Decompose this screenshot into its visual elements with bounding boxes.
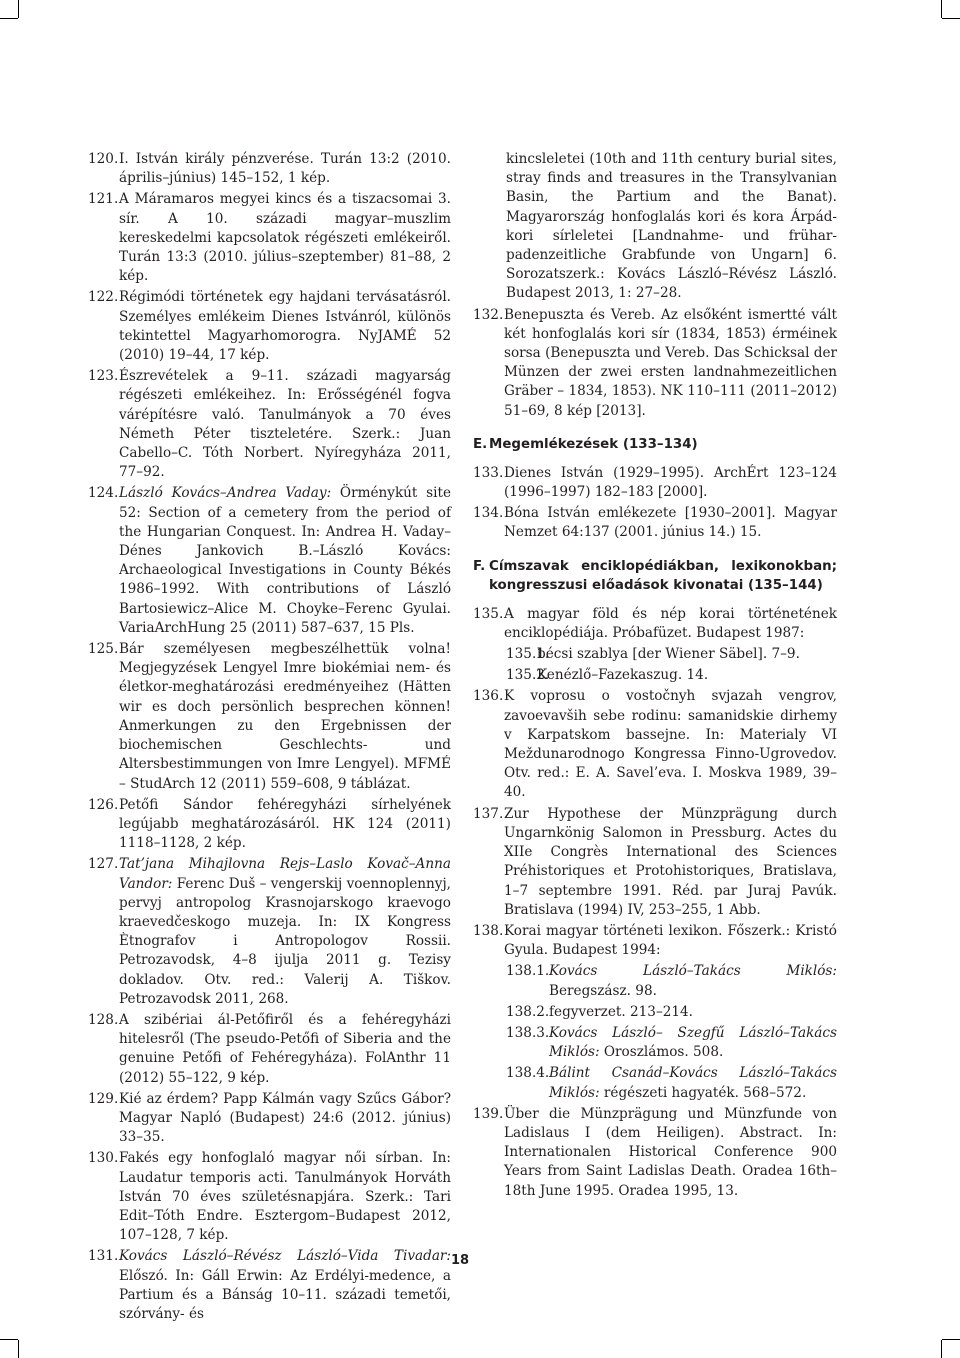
crop-mark-bottom-right [941,1340,942,1358]
entry-text: régészeti hagyaték. 568–572. [599,1084,807,1101]
entry-number: 137. [473,805,504,822]
bibliography-entry [473,464,837,502]
entry-text: A Máramaros megyei kincs és a tiszacsomai 3. sír. A 10. századi magyar–muszlim kereskedelmi kapcsolatok régészeti emlékeiről. Turán 13:3 (2010. július–szeptember) 81–88, 2 kép. [119,191,451,285]
entry-number: 135.2. [506,667,550,684]
crop-mark-top-right-h [942,18,960,19]
entry-text: Benepuszta és Vereb. Az elsőként ismertté vált két honfoglalás kori sír (1834, 1853) érméinek sorsa (Benepuszta und Vereb. Das Schicksal der Münzen der zwei ersten landnahmezeitlichen Gräber – 1834, 1853). NK 110–111 (2011–2012) 51–69, 8 kép [2013]. [504,306,837,419]
entry-number: 138.4. [506,1065,550,1082]
entry-number: 138.2. [506,1003,550,1020]
entry-number: 138. [473,922,504,939]
entry-text: Észrevételek a 9–11. századi magyarság régészeti emlékeihez. In: Erősségénél fogva várépítésre való. Tanulmányok a 70 éves Németh Péter tiszteletére. Szerk.: Juan Cabello–C. Tóth Norbert. Nyíregyháza 2011, 77–92. [119,368,451,481]
bibliography-entry [473,1105,837,1201]
entry-number: 133. [473,464,504,481]
entry-number: 127. [88,856,119,873]
left-column [88,150,451,1326]
entry-number: 132. [473,306,504,323]
page-number: 18 [450,1253,470,1268]
bibliography-entry [88,796,451,854]
bibliography-entry [88,640,451,794]
entry-number: 130. [88,1150,119,1167]
sub-135 [473,645,837,685]
entry-text: Kié az érdem? Papp Kálmán vagy Szűcs Gábor? Magyar Napló (Budapest) 24:6 (2012. június) 33–35. [119,1090,451,1146]
entry-text: Zur Hypothese der Münzprägung durch Ungarnkönig Salomon in Pressburg. Actes du XIIe Congrès International des Sciences Préhistoriques et Protohistoriques, Bratislava, 1–7 septembre 1991. Réd. par Juraj Pavúk. Bratislava (1994) IV, 253–255, 1 Abb. [504,805,837,918]
entry-text: A szibériai ál-Petőfiről és a fehéregyházi hitelesről (The pseudo-Petőfi of Siberia and the genuine Petőfi of Fehéregyháza). FolAnthr 11 (2012) 55–122, 9 kép. [119,1011,451,1086]
entry-number: 135. [473,605,504,622]
sub-entry [473,645,837,664]
entry-text: Fakés egy honfoglaló magyar női sírban. In: Laudatur temporis acti. Tanulmányok Horváth István 70 éves születésnapjára. Szerk.: Tari Edit–Tóth Endre. Esztergom–Budapest 2012, 107–128, 7 kép. [119,1150,451,1244]
entry-text: Örménykút site 52: Section of a cemetery from the period of the Hungarian Conquest. In: Andrea H. Vaday–Dénes Jankovich B.–László Kovács: Archaeological Investigations in County Békés 1986–1992. With contributions of László Bartosiewicz–Alice M. Choyke–Ferenc Gyulai. VariaArchHung 25 (2011) 587–637, 15 Pls. [119,485,451,636]
entry-authors: Kovács László–Takács Miklós: [549,963,837,980]
bibliography-entry [88,855,451,1009]
bibliography-entry [88,150,451,188]
bibliography-entry [88,1011,451,1088]
left-entries [88,150,451,1324]
sub-entry [473,1064,837,1102]
sub-138 [473,962,837,1102]
bibliography-entry [473,687,837,802]
entry-number: 124. [88,485,119,502]
continuation-paragraph: kincsleletei (10th and 11th century burial sites, stray finds and treasures in the Transylvanian Basin, the Partium and the Banat). Magyarország honfoglalás kori és kora Árpád-kori sírleletei [Landnahme- und früharpadenzeitliche Grabfunde von Ungarn] 6. Sorozatszerk.: Kovács László–Révész László. Budapest 2013, 1: 27–28. [506,151,837,302]
entry-number: 138.1. [506,963,550,980]
entry-authors: Bálint Csanád–Kovács László–Takács Miklós: [549,1065,837,1101]
bibliography-entry [88,288,451,365]
bibliography-entry [88,1090,451,1148]
sub-entry [473,1003,837,1022]
bibliography-entry [88,1149,451,1245]
section-e-letter: E. [473,436,488,452]
entry-text: Régimódi történetek egy hajdani tervásatásról. Személyes emlékeim Dienes Istvánról, különös tekintettel Magyarhomorogra. NyJAMÉ 52 (2010) 19–44, 17 kép. [119,289,451,364]
entry-138 [473,922,837,960]
right-column [473,150,837,1203]
section-f-letter: F. [473,558,486,574]
sub-entry [473,666,837,685]
bibliography-entry [473,805,837,920]
sub-entry [473,1024,837,1062]
section-e-title: Megemlékezések (133–134) [489,436,698,452]
entry-text: Bár személyesen megbeszélhettük volna! Megjegyzések Lengyel Imre biokémiai nem- és életkor-meghatározási eredményeihez (Hätten wir es doch persönlich besprechen können! Anmerkungen zu den Ergebnissen der biochemischen Geschlechts- und Altersbestimmungen von Imre Lengyel). MFMÉ – StudArch 12 (2011) 559–608, 9 táblázat. [119,641,451,792]
crop-mark-bottom-right-h [942,1339,960,1340]
entry-text: bécsi szablya [der Wiener Säbel]. 7–9. [537,646,800,663]
entry-number: 136. [473,688,504,705]
entry-text: Über die Münzprägung und Münzfunde von Ladislaus I (dem Heiligen). Abstract. In: Internationalen Historical Conference 900 Years from Saint Ladislas Death. Oradea 16th–18th June 1995. Oradea 1995, 13. [504,1105,837,1199]
right-entries-c [473,687,837,919]
entry-text: I. István király pénzverése. Turán 13:2 (2010. április–június) 145–152, 1 kép. [119,151,451,187]
section-e-heading [473,435,837,454]
entry-text: fegyverzet. 213–214. [549,1003,694,1020]
entry-text: A magyar föld és nép korai történetének enciklopédiája. Próbafüzet. Budapest 1987: [504,605,837,641]
crop-mark-bottom-left-h [0,1339,18,1340]
crop-mark-top-left-h [0,18,18,19]
entry-number: 128. [88,1011,119,1028]
right-entries-a [473,306,837,421]
right-entries-b [473,464,837,543]
entry-text: Petőfi Sándor fehéregyházi sírhelyének legújabb meghatározásáról. HK 124 (2011) 1118–1128, 2 kép. [119,796,451,852]
entry-authors: Tat’jana Mihajlovna Rejs–Laslo Kovač–Anna Vandor: [119,856,451,892]
bibliography-entry [88,1247,451,1324]
bibliography-entry [473,504,837,542]
entry-number: 135.1. [506,646,550,663]
bibliography-entry [88,190,451,286]
section-f-title: Címszavak enciklopédiákban, lexikonokban; kongresszusi előadások kivonatai (135–144) [489,558,837,593]
entry-authors: Kovács László–Révész László–Vida Tivadar: [119,1248,451,1265]
sub-entry [473,962,837,1000]
crop-mark-top-right [941,0,942,18]
crop-mark-top-left [18,0,19,18]
entry-135 [473,605,837,643]
section-f-heading [473,557,837,595]
entry-text: Kenézlő–Fazekaszug. 14. [537,667,709,684]
entry-text: K voprosu o vostočnyh svjazah vengrov, zavoevavših sebe rodinu: samanidskie dirhemy v Karpatskom bassejne. In: Materialy VI Meždunarodnogo Kongressa Finno-Ugrovedov. Otv. red.: E. A. Savel’eva. I. Moskva 1989, 39–40. [504,688,837,801]
crop-mark-bottom-left [18,1340,19,1358]
entry-text: Előszó. In: Gáll Erwin: Az Erdélyi-medence, a Partium és a Bánság 10–11. századi temetői, szórvány- és [119,1267,451,1322]
bibliography-entry [473,306,837,421]
entry-text: Ferenc Duš – vengerskij voennoplennyj, pervyj antropolog Krasnojarskogo kraevogo kraevedčeskogo muzeja. In: IX Kongress Ètnografov i Antropologov Rossii. Petrozavodsk, 4–8 ijulja 2011 g. Tezisy dokladov. Otv. red.: Valerij A. Tiškov. Petrozavodsk 2011, 268. [119,875,452,1007]
entry-authors: Kovács László– Szegfű László–Takács Miklós: [549,1024,837,1061]
entry-text: Korai magyar történeti lexikon. Főszerk.: Kristó Gyula. Budapest 1994: [504,922,837,959]
entry-text: Oroszlámos. 508. [599,1044,724,1061]
entry-number: 139. [473,1105,504,1122]
entry-text: Dienes István (1929–1995). ArchÉrt 123–124 (1996–1997) 182–183 [2000]. [504,464,837,501]
entry-number: 120. [88,151,119,167]
entry-number: 134. [473,505,504,522]
bibliography-entry [88,367,451,482]
entry-text: Beregszász. 98. [549,982,657,999]
entry-number: 138.3. [506,1024,550,1041]
entry-number: 122. [88,289,119,306]
entry-text: Bóna István emlékezete [1930–2001]. Magyar Nemzet 64:137 (2001. június 14.) 15. [504,505,837,541]
right-entries-d [473,1105,837,1201]
entry-number: 129. [88,1090,119,1107]
entry-number: 126. [88,796,119,813]
entry-authors: László Kovács–Andrea Vaday: [119,485,332,502]
entry-number: 125. [88,641,119,658]
entry-number: 131. [88,1248,119,1265]
entry-number: 121. [88,191,119,208]
bibliography-entry [88,484,451,638]
entry-number: 123. [88,368,119,385]
